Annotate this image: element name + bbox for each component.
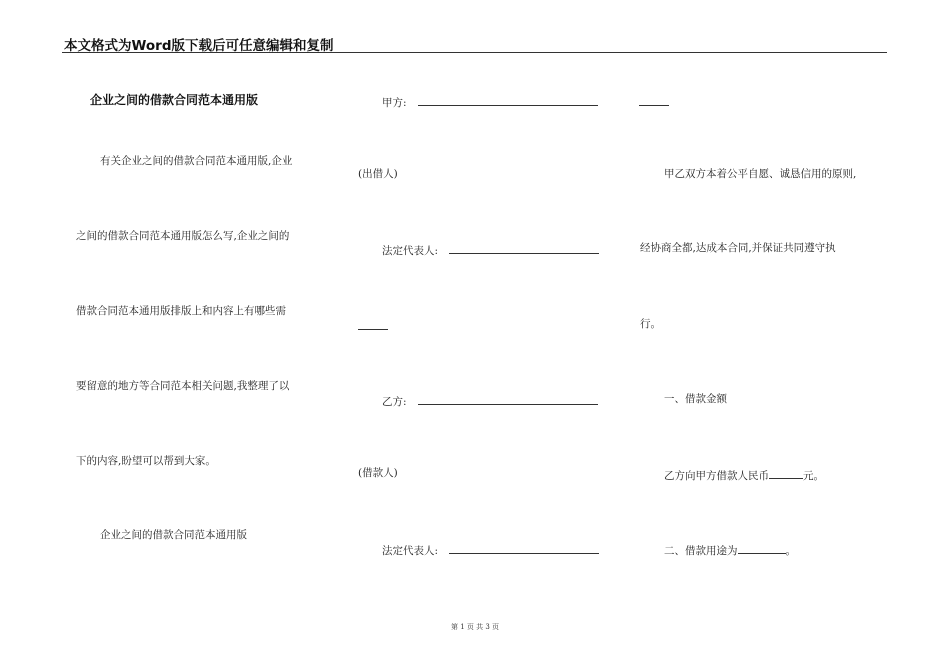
legal-rep-b-blank bbox=[449, 542, 599, 554]
document-title: 企业之间的借款合同范本通用版 bbox=[90, 93, 259, 107]
page-number: 第 1 页 共 3 页 bbox=[450, 623, 500, 631]
lender-label: (出借人) bbox=[358, 168, 398, 180]
loan-amount-line bbox=[664, 467, 824, 482]
borrower-label: (借款人) bbox=[358, 467, 398, 479]
header-divider bbox=[62, 52, 887, 53]
section-1-title: 一、借款金额 bbox=[664, 393, 727, 405]
legal-rep-a-label: 法定代表人: bbox=[382, 245, 439, 257]
party-a-label: 甲方: bbox=[382, 97, 407, 109]
party-a-blank-tail bbox=[639, 94, 669, 106]
legal-rep-a-blank-cont bbox=[358, 318, 388, 333]
legal-rep-a-line bbox=[382, 242, 599, 257]
loan-purpose-prefix: 二、借款用途为 bbox=[664, 545, 738, 557]
preamble-line-2: 经协商全都,达成本合同,并保证共同遵守执 bbox=[640, 242, 836, 254]
legal-rep-b-label: 法定代表人: bbox=[382, 545, 439, 557]
legal-rep-a-blank bbox=[449, 242, 599, 254]
intro-line-3: 借款合同范本通用版排版上和内容上有哪些需 bbox=[76, 305, 286, 317]
intro-line-2: 之间的借款合同范本通用版怎么写,企业之间的 bbox=[76, 230, 290, 242]
intro-line-4: 要留意的地方等合同范本相关问题,我整理了以 bbox=[76, 380, 290, 392]
legal-rep-a-blank-tail bbox=[358, 318, 388, 330]
preamble-line-1: 甲乙双方本着公平自愿、诚恳信用的原则, bbox=[664, 168, 857, 180]
preamble-line-3: 行。 bbox=[640, 318, 661, 330]
section-subtitle: 企业之间的借款合同范本通用版 bbox=[100, 529, 247, 541]
legal-rep-b-line bbox=[382, 542, 599, 557]
party-a-line bbox=[382, 94, 598, 109]
loan-purpose-suffix: 。 bbox=[785, 545, 796, 557]
intro-line-1: 有关企业之间的借款合同范本通用版,企业 bbox=[100, 155, 293, 167]
header-title: 本文格式为Word版下载后可任意编辑和复制 bbox=[64, 38, 334, 54]
party-b-blank bbox=[418, 393, 598, 405]
party-b-label: 乙方: bbox=[382, 396, 407, 408]
party-a-blank-cont bbox=[639, 94, 669, 109]
loan-amount-suffix: 元。 bbox=[803, 470, 824, 482]
loan-purpose-blank bbox=[738, 542, 786, 554]
party-b-line bbox=[382, 393, 598, 408]
loan-purpose-line bbox=[664, 542, 796, 557]
loan-amount-blank bbox=[769, 467, 803, 479]
loan-amount-prefix: 乙方向甲方借款人民币 bbox=[664, 470, 769, 482]
party-a-blank bbox=[418, 94, 598, 106]
intro-line-5: 下的内容,盼望可以帮到大家。 bbox=[76, 455, 216, 467]
